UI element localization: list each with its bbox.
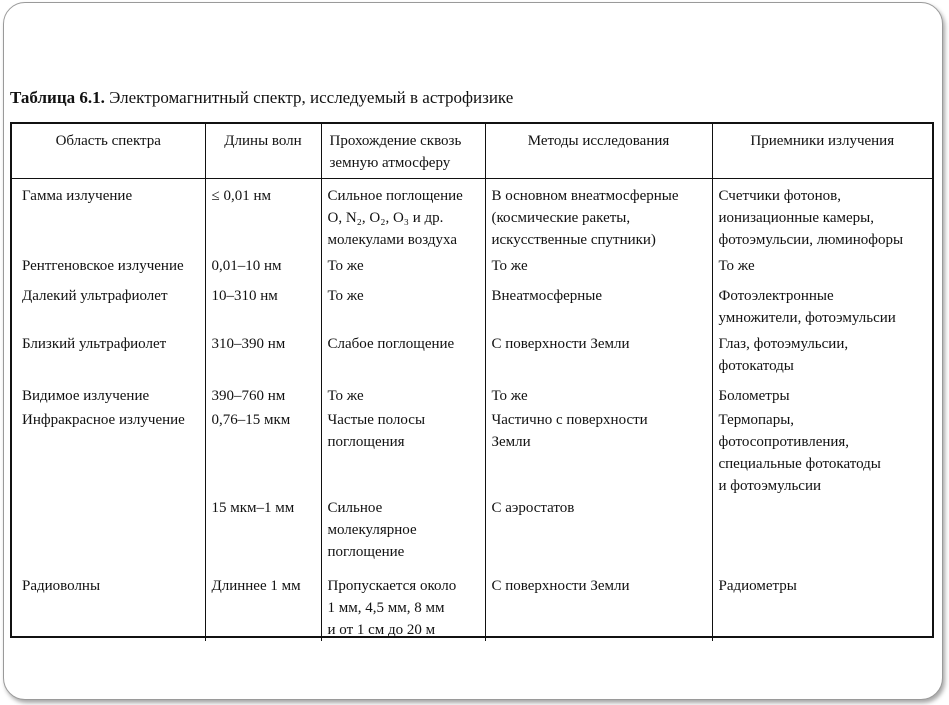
cell-region: Инфракрасное излучение — [22, 411, 185, 428]
cell-region — [12, 497, 205, 575]
cell-methods: Частично с поверхности Земли — [485, 409, 712, 497]
cell-wavelength: 10–310 нм — [205, 285, 321, 333]
table-row — [12, 333, 932, 385]
table-caption-text: Электромагнитный спектр, исследуемый в астрофизике — [109, 88, 514, 107]
cell-receivers: Болометры — [712, 385, 932, 409]
cell-methods: В основном внеатмосферные (космические ракеты, искусственные спутники) — [485, 179, 712, 255]
header-methods: Методы исследования — [485, 124, 712, 179]
table-row — [12, 179, 932, 255]
cell-region: Радиоволны — [22, 577, 101, 594]
cell-methods: То же — [485, 385, 712, 409]
cell-wavelength: Длиннее 1 мм — [205, 575, 321, 641]
table-caption — [10, 88, 513, 108]
cell-wavelength: 310–390 нм — [205, 333, 321, 385]
cell-receivers: Фотоэлектронные умножители, фотоэмульсии — [712, 285, 932, 333]
cell-wavelength: 0,76–15 мкм — [205, 409, 321, 497]
cell-receivers: То же — [712, 255, 932, 285]
header-passage: Прохождение сквозь земную атмосферу — [321, 124, 485, 179]
cell-passage: Сильное поглощение O, N₂, O₂, O₃ и др. молекулами воздуха — [321, 179, 485, 255]
cell-wavelength: 390–760 нм — [205, 385, 321, 409]
cell-receivers: Глаз, фотоэмульсии, фотокатоды — [712, 333, 932, 385]
table-row — [12, 497, 932, 575]
cell-passage: Сильное молекулярное поглощение — [321, 497, 485, 575]
table-row — [12, 575, 932, 641]
cell-receivers: Термопары, фотосопротивления, специальные фотокатоды и фотоэмульсии — [712, 409, 932, 497]
cell-passage: Пропускается около 1 мм, 4,5 мм, 8 мм и от 1 см до 20 м — [321, 575, 485, 641]
cell-wavelength: 15 мкм–1 мм — [205, 497, 321, 575]
table-row — [12, 255, 932, 285]
cell-region: Видимое излучение — [22, 387, 150, 404]
cell-receivers: Радиометры — [712, 575, 932, 641]
table-caption-label: Таблица 6.1. — [10, 88, 105, 107]
cell-receivers: Счетчики фотонов, ионизационные камеры, фотоэмульсии, люминофоры — [712, 179, 932, 255]
cell-methods: С поверхности Земли — [485, 575, 712, 641]
table-header-row — [12, 124, 932, 179]
cell-methods: С аэростатов — [485, 497, 712, 575]
header-region: Область спектра — [12, 124, 205, 179]
cell-region: Близкий ультрафиолет — [22, 335, 167, 352]
cell-receivers — [712, 497, 932, 575]
table-row — [12, 409, 932, 497]
cell-passage: Слабое поглощение — [321, 333, 485, 385]
header-receivers: Приемники излучения — [712, 124, 932, 179]
spectrum-table — [10, 122, 934, 638]
cell-region: Гамма излучение — [22, 188, 133, 204]
cell-passage: То же — [321, 285, 485, 333]
cell-passage: То же — [321, 255, 485, 285]
table-row — [12, 285, 932, 333]
cell-methods: То же — [485, 255, 712, 285]
cell-methods: С поверхности Земли — [485, 333, 712, 385]
cell-passage: То же — [321, 385, 485, 409]
header-wavelength: Длины волн — [205, 124, 321, 179]
cell-wavelength: ≤ 0,01 нм — [205, 179, 321, 255]
cell-region: Далекий ультрафиолет — [22, 287, 168, 304]
cell-passage: Частые полосы поглощения — [321, 409, 485, 497]
table-row — [12, 385, 932, 409]
cell-methods: Внеатмосферные — [485, 285, 712, 333]
cell-wavelength: 0,01–10 нм — [205, 255, 321, 285]
cell-region: Рентгеновское излучение — [22, 257, 184, 274]
